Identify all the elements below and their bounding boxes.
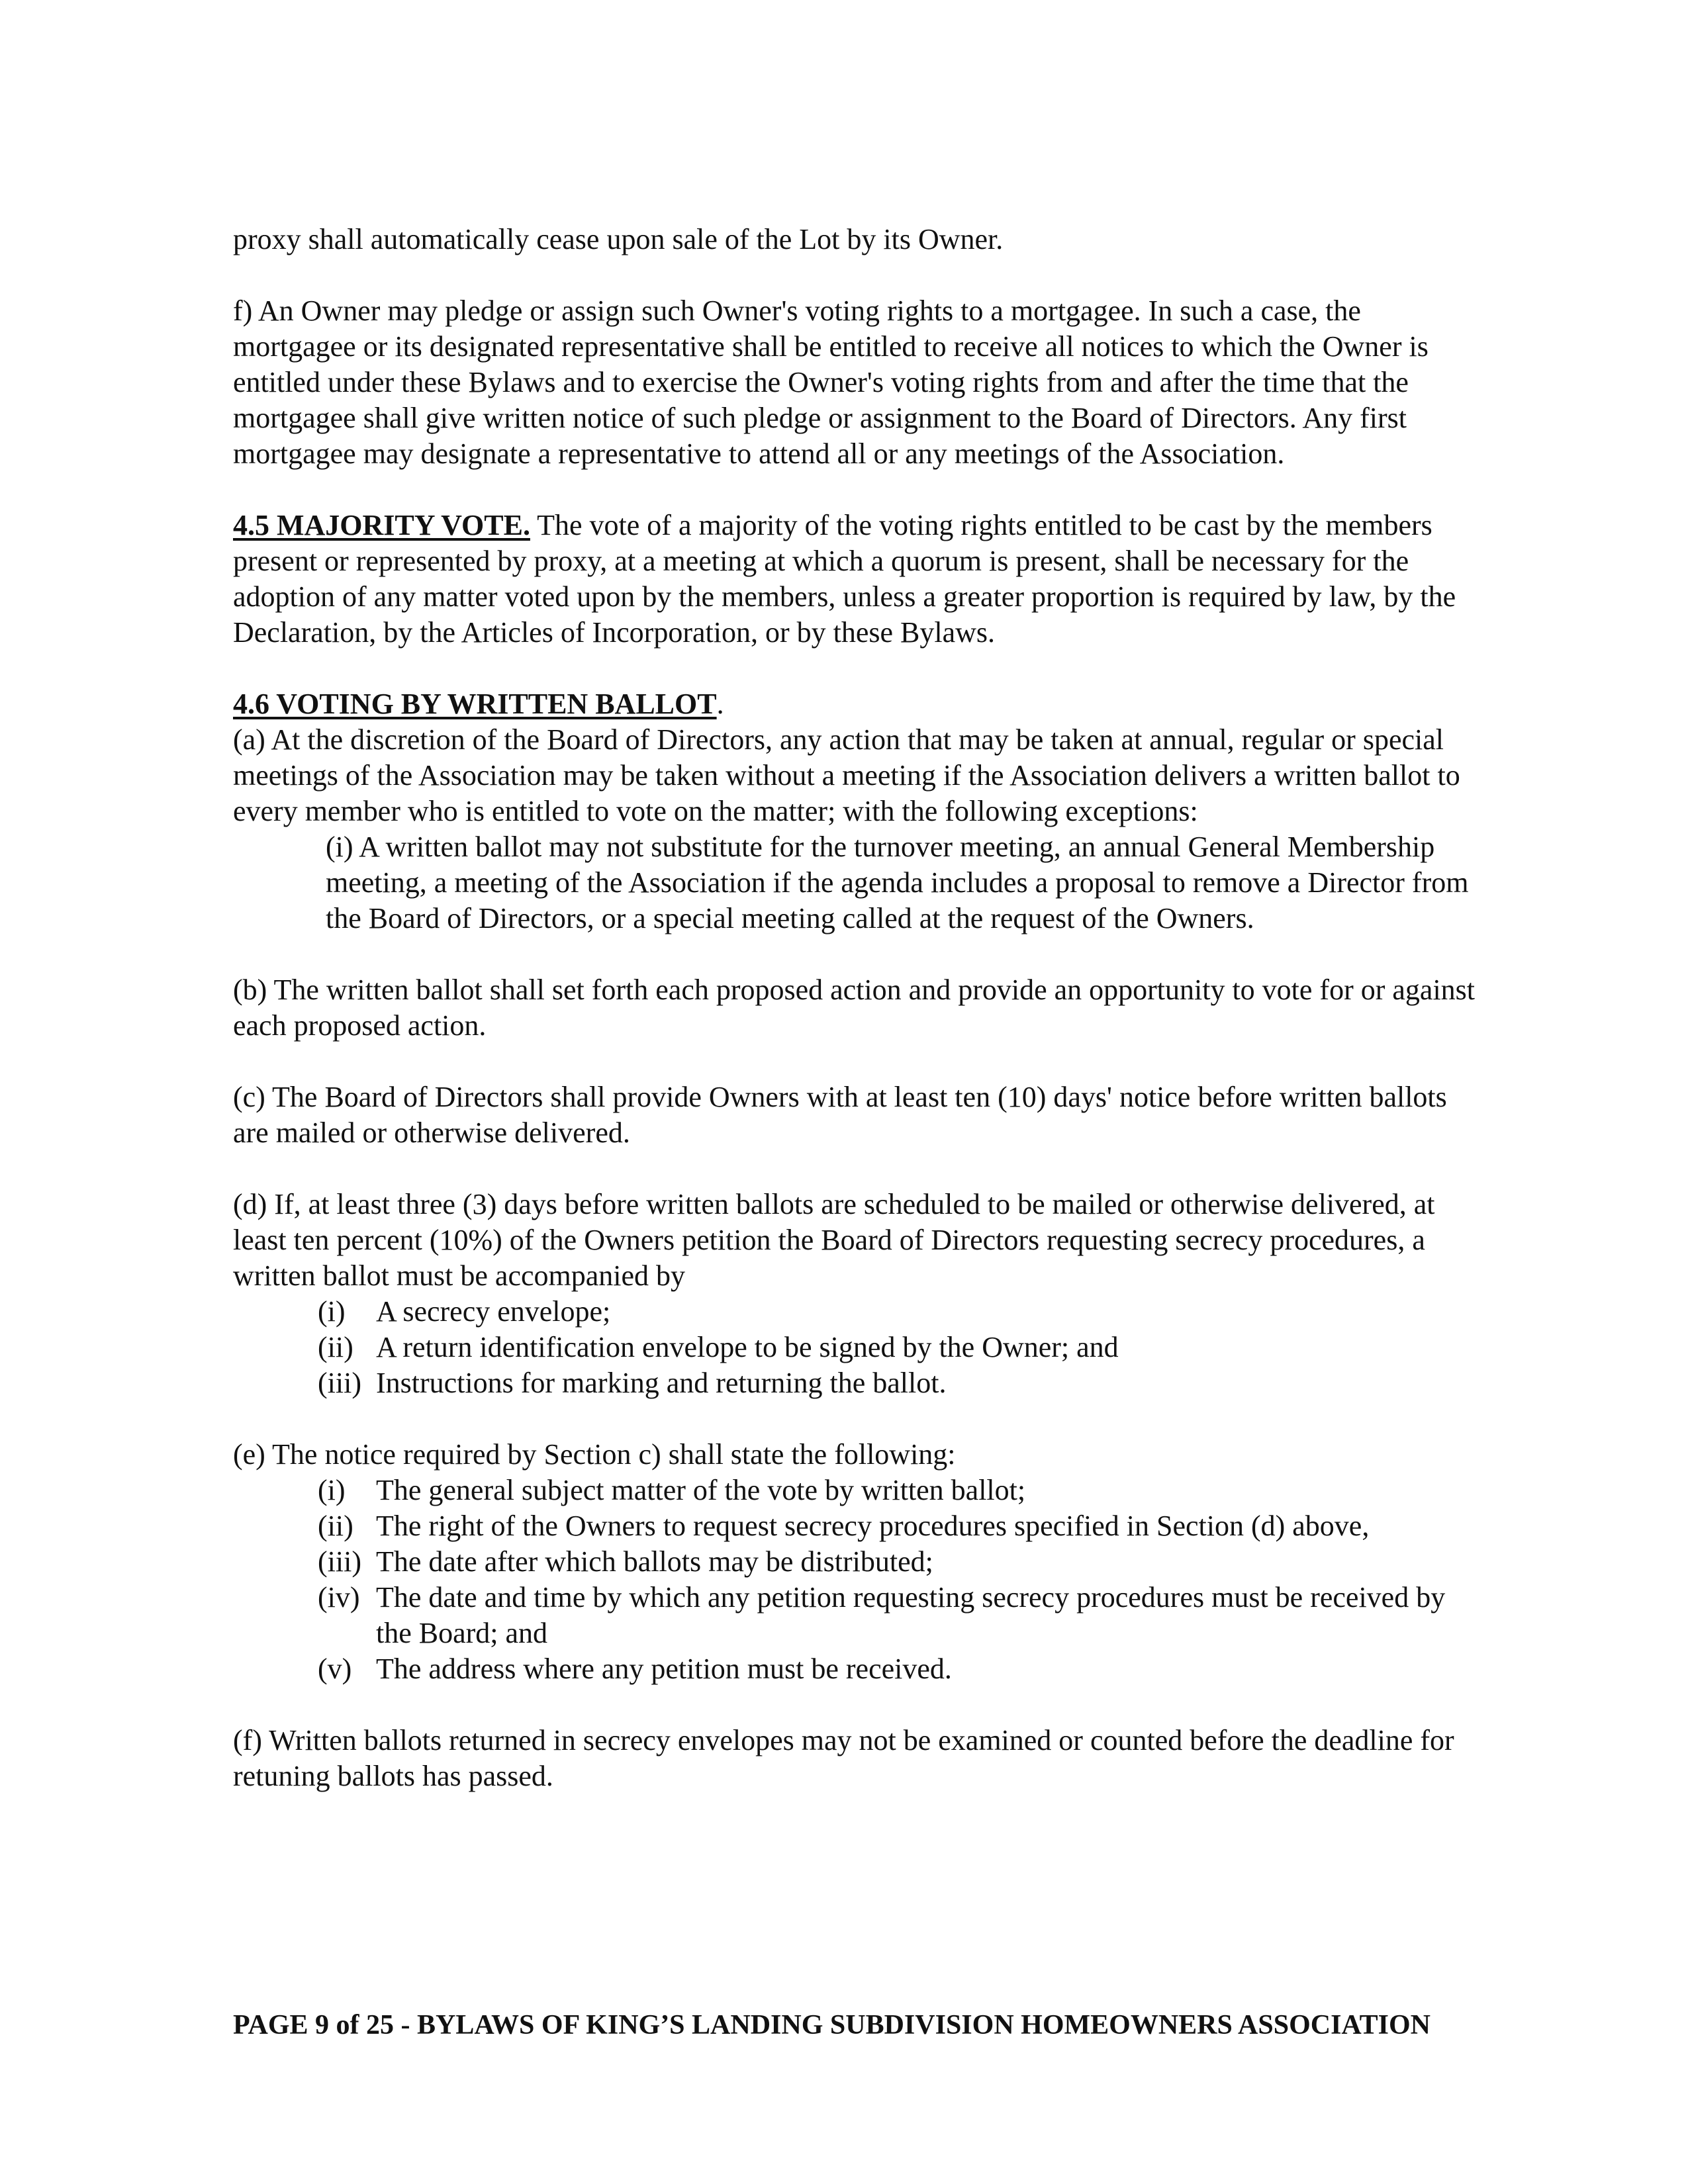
list-item <box>233 1544 1477 1580</box>
section-4-6-heading-suffix: . <box>716 688 724 720</box>
list-item-text: The date and time by which any petition requesting secrecy procedures must be received by the Board; and <box>376 1581 1446 1649</box>
list-item <box>233 1294 1477 1330</box>
list-d <box>233 1294 1477 1401</box>
list-item-text: A secrecy envelope; <box>376 1295 611 1328</box>
paragraph-d: (d) If, at least three (3) days before written ballots are scheduled to be mailed or otherwise delivered, at least ten percent (10%) of the Owners petition the Board of Directors requesting secrecy procedures, a written ballot must be accompanied by <box>233 1188 1435 1292</box>
list-item-number: (ii) <box>318 1331 353 1363</box>
list-item <box>233 1473 1477 1508</box>
section-4-6-heading: 4.6 VOTING BY WRITTEN BALLOT <box>233 688 717 720</box>
list-item-number: (i) <box>318 1474 346 1506</box>
section-4-5-text: The vote of a majority of the voting rights entitled to be cast by the members present or represented by proxy, at a meeting at which a quorum is present, shall be necessary for the adoption of any matter voted upon by the members, unless a greater proportion is required by law, by the Declaration, by the Articles of Incorporation, or by these Bylaws. <box>233 509 1456 649</box>
list-item <box>233 1365 1477 1401</box>
paragraph-e: (e) The notice required by Section c) shall state the following: <box>233 1438 956 1471</box>
list-item-number: (ii) <box>318 1510 353 1542</box>
paragraph-b: (b) The written ballot shall set forth each proposed action and provide an opportunity to vote for or against each proposed action. <box>233 974 1476 1042</box>
page-footer: PAGE 9 of 25 - BYLAWS OF KING’S LANDING SUBDIVISION HOMEOWNERS ASSOCIATION <box>233 2010 1430 2040</box>
list-item-number: (i) <box>318 1295 346 1328</box>
list-item-number: (v) <box>318 1653 352 1685</box>
section-4-5-heading: 4.5 MAJORITY VOTE. <box>233 509 530 541</box>
list-item-number: (iii) <box>318 1545 361 1578</box>
section-4-6-heading-line <box>233 686 1477 722</box>
list-item-text: The general subject matter of the vote by written ballot; <box>376 1474 1026 1506</box>
section-4-5 <box>233 508 1477 651</box>
list-e <box>233 1473 1477 1687</box>
document-body <box>233 222 1477 1830</box>
paragraph-f-mortgagee: f) An Owner may pledge or assign such Owner's voting rights to a mortgagee. In such a case, the mortgagee or its designated representative shall be entitled to receive all notices to which the Owner is entitled under these Bylaws and to exercise the Owner's voting rights from and after the time that the mortgagee shall give written notice of such pledge or assignment to the Board of Directors. Any first mortgagee may designate a representative to attend all or any meetings of the Association. <box>233 295 1429 470</box>
paragraph-a-i: (i) A written ballot may not substitute for the turnover meeting, an annual General Membership meeting, a meeting of the Association if the agenda includes a proposal to remove a Director from the Board of Directors, or a special meeting called at the request of the Owners. <box>326 831 1469 934</box>
list-item-text: The address where any petition must be received. <box>376 1653 952 1685</box>
paragraph-a: (a) At the discretion of the Board of Directors, any action that may be taken at annual, regular or special meetings of the Association may be taken without a meeting if the Association delivers a written ballot to every member who is entitled to vote on the matter; with the following exceptions: <box>233 723 1460 827</box>
list-item-number: (iii) <box>318 1367 361 1399</box>
paragraph-f: (f) Written ballots returned in secrecy envelopes may not be examined or counted before the deadline for retuning ballots has passed. <box>233 1724 1454 1792</box>
list-item-text: Instructions for marking and returning the ballot. <box>376 1367 947 1399</box>
paragraph-proxy-end: proxy shall automatically cease upon sale of the Lot by its Owner. <box>233 223 1004 255</box>
list-item-number: (iv) <box>318 1581 360 1614</box>
list-item <box>233 1330 1477 1365</box>
list-item <box>233 1580 1477 1651</box>
list-item-text: A return identification envelope to be signed by the Owner; and <box>376 1331 1119 1363</box>
list-item <box>233 1508 1477 1544</box>
list-item-text: The right of the Owners to request secrecy procedures specified in Section (d) above, <box>376 1510 1370 1542</box>
paragraph-c: (c) The Board of Directors shall provide Owners with at least ten (10) days' notice before written ballots are mailed or otherwise delivered. <box>233 1081 1447 1149</box>
list-item <box>233 1651 1477 1687</box>
list-item-text: The date after which ballots may be distributed; <box>376 1545 933 1578</box>
